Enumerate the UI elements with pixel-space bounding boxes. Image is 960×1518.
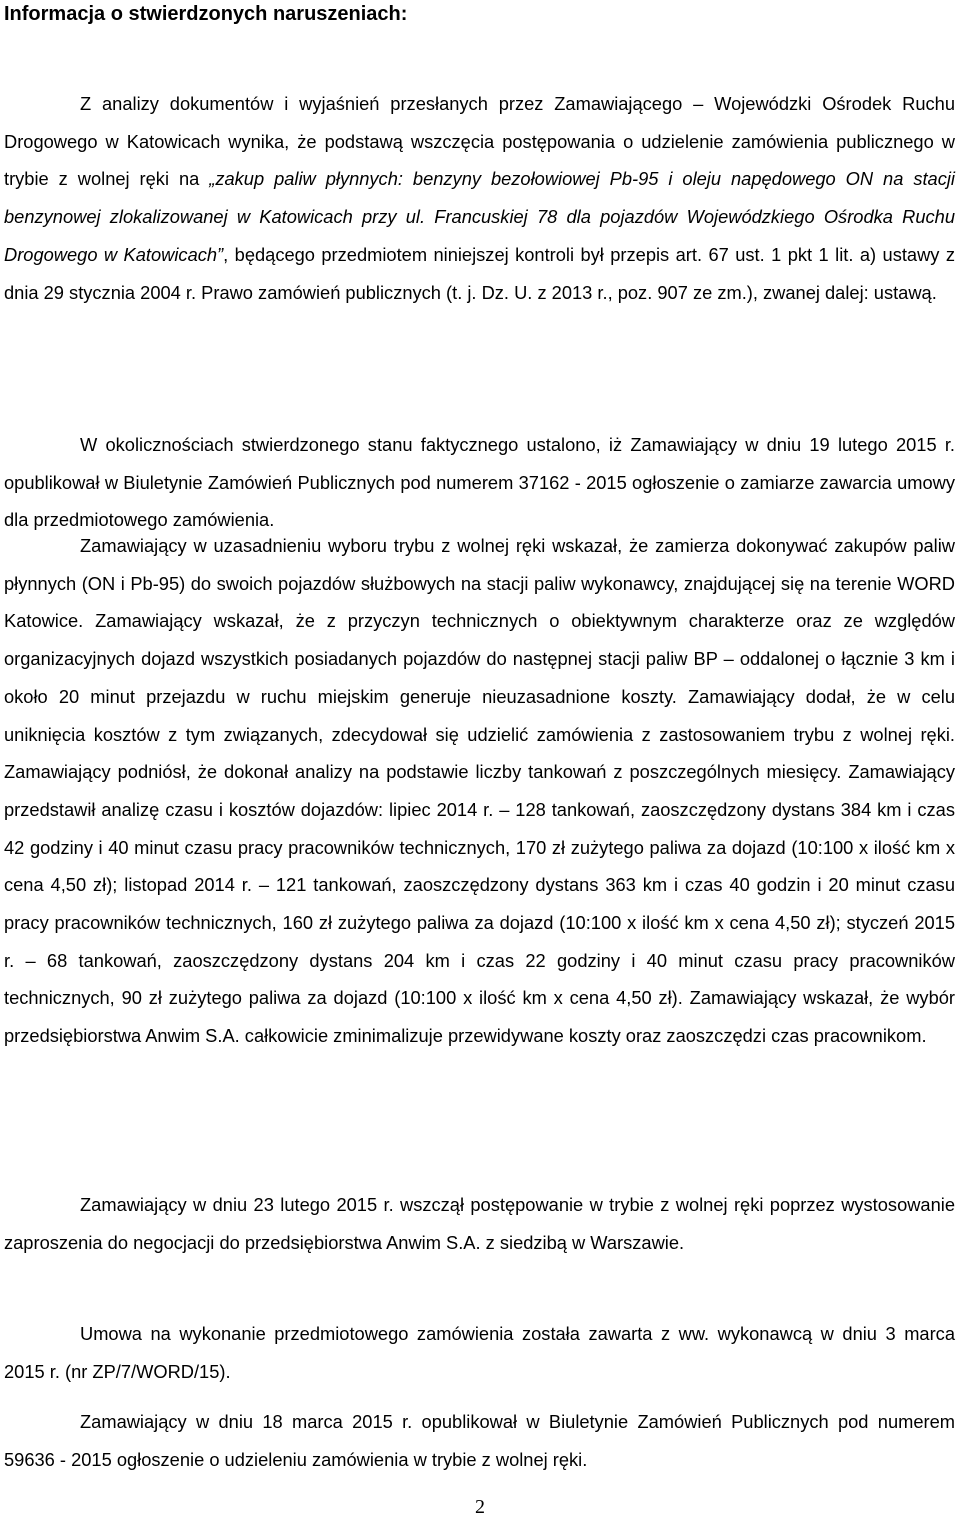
paragraph-text: Zamawiający w dniu 18 marca 2015 r. opublikował w Biuletynie Zamówień Publicznych pod numerem 59636 - 2015 ogłoszenie o udzieleniu zamówienia w trybie z wolnej ręki. bbox=[4, 1411, 955, 1470]
paragraph-text: , będącego przedmiotem niniejszej kontroli był przepis art. 67 ust. 1 pkt 1 lit. a) ustawy z dnia 29 stycznia 2004 r. Prawo zamówień publicznych (t. j. Dz. U. z 2013 r., poz. 907 ze zm.), zwanej dalej: ustawą. bbox=[4, 243, 955, 303]
page-number: 2 bbox=[475, 1496, 485, 1518]
paragraph-text: Umowa na wykonanie przedmiotowego zamówienia została zawarta z ww. wykonawcą w dniu 3 marca 2015 r. (nr ZP/7/WORD/15). bbox=[4, 1323, 955, 1382]
paragraph-legal-basis bbox=[4, 85, 955, 311]
paragraph-text: Zamawiający w uzasadnieniu wyboru trybu z wolnej ręki wskazał, że zamierza dokonywać zakupów paliw płynnych (ON i Pb-95) do swoich pojazdów służbowych na stacji paliw wykonawcy, znajdującej się na terenie WORD Katowice. Zamawiający wskazał, że z przyczyn technicznych o obiektywnym charakterze oraz ze względów organizacyjnych dojazd wszystkich posiadanych pojazdów do następnej stacji paliw BP – oddalonej o łącznie 3 km i około 20 minut przejazdu w ruchu miejskim generuje nieuzasadnione koszty. Zamawiający dodał, że w celu uniknięcia kosztów z tym związanych, zdecydował się udzielić zamówienia z zastosowaniem trybu z wolnej ręki. Zamawiający podniósł, że dokonał analizy na podstawie liczby tankowań z poszczególnych miesięcy. Zamawiający przedstawił analizę czasu i kosztów dojazdów: lipiec 2014 r. – 128 tankowań, zaoszczędzony dystans 384 km i czas 42 godziny i 40 minut czasu pracy pracowników technicznych, 170 zł zużytego paliwa za dojazd (10:100 x ilość km x cena 4,50 zł); listopad 2014 r. – 121 tankowań, zaoszczędzony dystans 363 km i czas 40 godzin i 20 minut czasu pracy pracowników technicznych, 160 zł zużytego paliwa za dojazd (10:100 x ilość km x cena 4,50 zł); styczeń 2015 r. – 68 tankowań, zaoszczędzony dystans 204 km i czas 22 godziny i 40 minut czasu pracy pracowników technicznych, 90 zł zużytego paliwa za dojazd (10:100 x ilość km x cena 4,50 zł). Zamawiający wskazał, że wybór przedsiębiorstwa Anwim S.A. całkowicie zminimalizuje przewidywane koszty oraz zaoszczędzi czas pracownikom. bbox=[4, 535, 955, 1047]
contract-subject-italic: „zakup paliw płynnych: benzyny bezołowiowej Pb-95 i oleju napędowego ON na stacji benzynowej zlokalizowanej w Katowicach przy ul. Francuskiej 78 dla pojazdów Wojewódzkiego Ośrodka Ruchu Drogowego w Katowicach” bbox=[4, 168, 955, 265]
paragraph-text: Z analizy dokumentów i wyjaśnień przesłanych przez Zamawiającego – Wojewódzki Ośrodek Ruchu Drogowego w Katowicach wynika, że podstawą wszczęcia postępowania o udzielenie zamówienia publicznego w trybie z wolnej ręki na bbox=[4, 93, 955, 190]
paragraph-award-notice bbox=[4, 1403, 955, 1478]
section-heading: Informacja o stwierdzonych naruszeniach: bbox=[4, 3, 408, 25]
paragraph-contract bbox=[4, 1315, 955, 1390]
paragraph-initiation bbox=[4, 1186, 955, 1261]
paragraph-text: W okolicznościach stwierdzonego stanu faktycznego ustalono, iż Zamawiający w dniu 19 lutego 2015 r. opublikował w Biuletynie Zamówień Publicznych pod numerem 37162 - 2015 ogłoszenie o zamiarze zawarcia umowy dla przedmiotowego zamówienia. bbox=[4, 434, 955, 531]
paragraph-text: Zamawiający w dniu 23 lutego 2015 r. wszczął postępowanie w trybie z wolnej ręki poprzez wystosowanie zaproszenia do negocjacji do przedsiębiorstwa Anwim S.A. z siedzibą w Warszawie. bbox=[4, 1194, 955, 1253]
paragraph-justification bbox=[4, 527, 955, 1055]
paragraph-announcement bbox=[4, 426, 955, 539]
